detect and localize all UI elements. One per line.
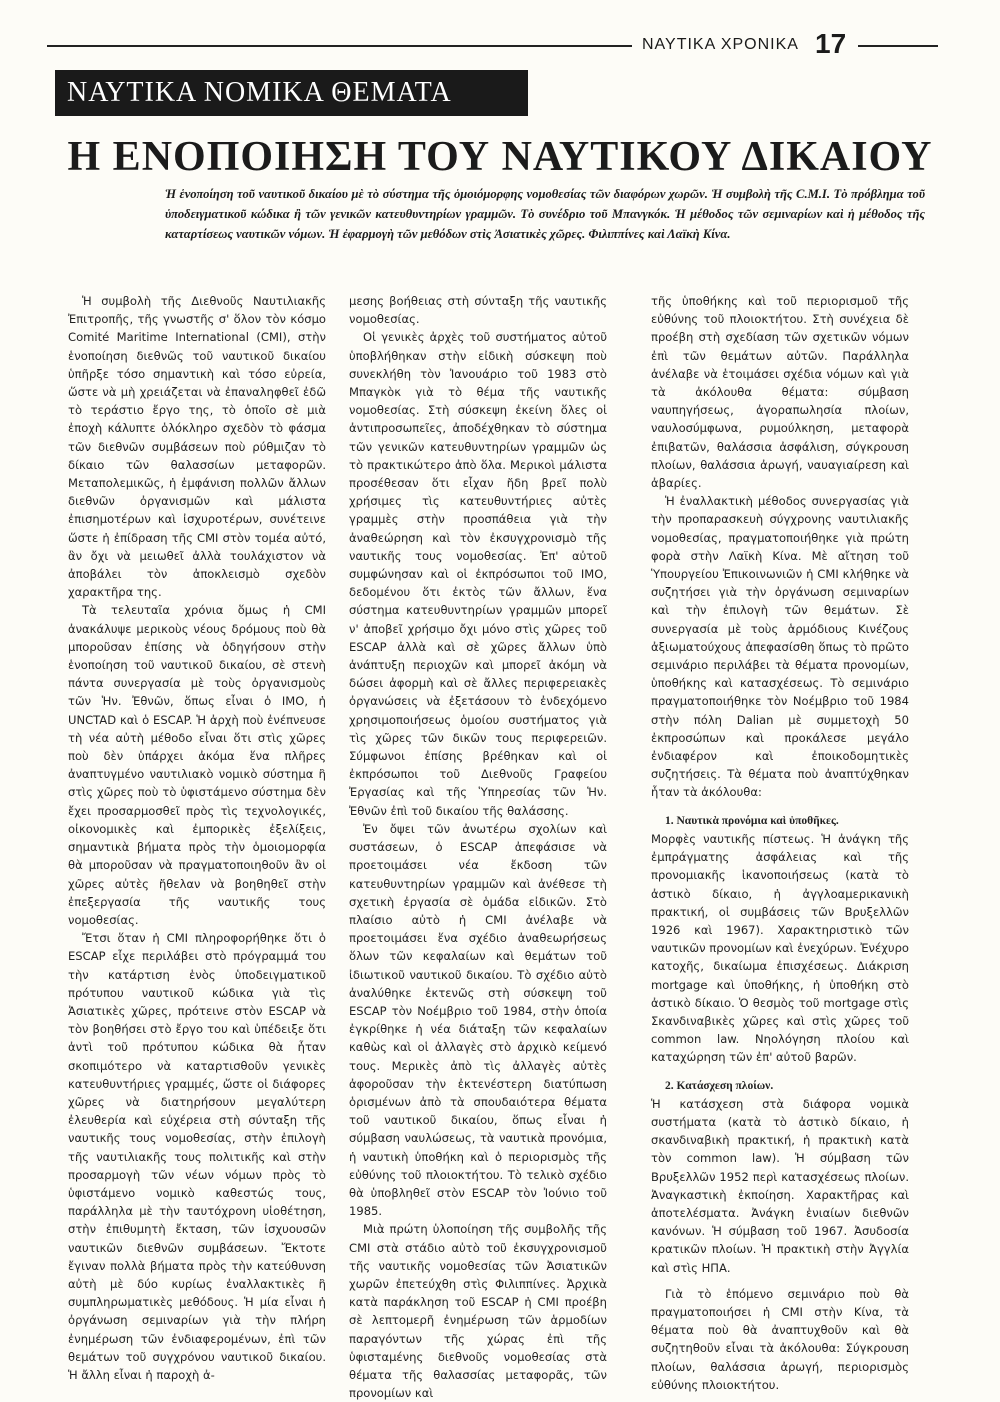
header-rule-left xyxy=(47,45,632,47)
column-1 xyxy=(68,292,326,1384)
paragraph: Τὰ τελευταῖα χρόνια ὅμως ἡ CMI ἀνακάλυψε μερικοὺς νέους δρόμους ποὺ θὰ μποροῦσαν ἐπίσης νὰ ὁδηγήσουν στὴν ἑνοποίηση τοῦ ναυτικοῦ δικαίου, σὲ στενὴ πάντα συνεργασία μὲ τοὺς ὀργανισμοὺς τῶν Ἡν. Ἐθνῶν, ὅπως εἶναι ὁ IMO, ἡ UNCTAD καὶ ὁ ESCAP. Ἡ ἀρχὴ ποὺ ἐνέπνευσε τὴ νέα αὐτὴ μέθοδο εἶναι ὅτι στὶς χῶρες ποὺ δὲν ὑπάρχει ἀκόμα ἕνα πλῆρες ἀναπτυγμένο ναυτιλιακὸ νομικὸ σύστημα ἢ στὶς χῶρες ποὺ τὸ ὑφιστάμενο σύστημα δὲν ἔχει προσαρμοσθεῖ πρὸς τὶς τεχνολογικές, οἰκονομικὲς καὶ ἐμπορικὲς ἐξελίξεις, σημαντικὰ βήματα πρὸς τὴν ὁμοιομορφία θὰ μποροῦσαν νὰ πραγματοποιηθοῦν ἂν οἱ χῶρες αὐτὲς ἤθελαν νὰ βοηθηθεῖ στὴν ἐπεξεργασία τῆς ναυτικῆς τους νομοθεσίας. xyxy=(68,603,326,927)
paragraph: μεσης βοήθειας στὴ σύνταξη τῆς ναυτικῆς νομοθεσίας. xyxy=(349,294,607,327)
paragraph: Γιὰ τὸ ἑπόμενο σεμινάριο ποὺ θὰ πραγματοποιήσει ἡ CMI στὴν Κίνα, τὰ θέματα ποὺ θὰ ἀναπτυχθοῦν καὶ θὰ συζητηθοῦν εἶναι τὰ ἀκόλουθα: Σύγκρουση πλοίων, θαλάσσια ἀρωγή, περιορισμὸς εὐθύνης πλοιοκτήτου. xyxy=(651,1286,909,1392)
paragraph: Ἐν ὄψει τῶν ἀνωτέρω σχολίων καὶ συστάσεων, ὁ ESCAP ἀπεφάσισε νὰ προετοιμάσει νέα ἔκδοση τῶν κατευθυντηρίων γραμμῶν καὶ ἀνέθεσε τὴ σχετικὴ ἐργασία σὲ ὁμάδα εἰδικῶν. Στὸ πλαίσιο αὐτὸ ἡ CMI ἀνέλαβε νὰ προετοιμάσει ἕνα σχέδιο ἀναθεωρήσεως ὅλων τῶν κεφαλαίων καὶ θεμάτων τοῦ ἰδιωτικοῦ ναυτικοῦ δικαίου. Τὸ σχέδιο αὐτὸ ἀναλύθηκε ἐκτενῶς στὴ σύσκεψη τοῦ ESCAP τὸν Νοέμβριο τοῦ 1984, στὴν ὁποία ἐγκρίθηκε ἡ νέα διάταξη τῶν κεφαλαίων καθὼς καὶ οἱ ἀλλαγὲς στὸ ἀρχικὸ κείμενό τους. Μερικὲς ἀπὸ τὶς ἀλλαγὲς αὐτὲς ἀφοροῦσαν τὴν ἐκτενέστερη διατύπωση ὁρισμένων ἀπὸ τὰ σπουδαιότερα θέματα τοῦ ναυτικοῦ δικαίου, ὅπως εἶναι ἡ σύμβαση ναυλώσεως, τὰ ναυτικὰ προνόμια, ἡ ναυτικὴ ὑποθήκη καὶ ὁ περιορισμὸς τῆς εὐθύνης τοῦ πλοιοκτήτου. Τὸ τελικὸ σχέδιο θὰ ὑποβληθεῖ στὸν ESCAP τὸν Ἰούνιο τοῦ 1985. xyxy=(349,821,607,1219)
column-3 xyxy=(651,292,909,1394)
page-number: 17 xyxy=(815,28,847,59)
list-item-text: Μορφὲς ναυτικῆς πίστεως. Ἡ ἀνάγκη τῆς ἐμπράγματης ἀσφάλειας καὶ τῆς προνομιακῆς ἱκανοποιήσεως (κατὰ τὸ ἀστικὸ δίκαιο, ἡ ἀγγλοαμερικανικὴ πρακτική, οἱ συμβάσεις τῶν Βρυξελλῶν 1926 καὶ 1967). Χαρακτηριστικὸ τῶν ναυτικῶν προνομίων καὶ ἐνεχύρων. Ἐνέχυρο κατοχῆς, δικαίωμα ἐπισχέσεως. Διάκριση mortgage καὶ ὑποθήκης, ἡ ὑποθήκη στὸ ἀστικὸ δίκαιο. Ὁ θεσμὸς τοῦ mortgage στὶς Σκανδιναβικὲς χῶρες καὶ στὶς χῶρες τοῦ common law. Νηολόγηση πλοίου καὶ καταχώρηση τῶν ἐπ' αὐτοῦ βαρῶν. xyxy=(651,831,909,1065)
list-item-heading: 1. Ναυτικὰ προνόμια καὶ ὑποθῆκες. xyxy=(665,814,839,827)
paragraph: Ἔτσι ὅταν ἡ CMI πληροφορήθηκε ὅτι ὁ ESCAP εἶχε περιλάβει στὸ πρόγραμμά του τὴν κατάρτιση ἑνὸς ὑποδειγματικοῦ πρότυπου ναυτικοῦ κώδικα γιὰ τὶς Ἀσιατικὲς χῶρες, πρότεινε στὸν ESCAP νὰ τὸν βοηθήσει στὸ ἔργο του καὶ ὑπέδειξε ὅτι ἀντὶ τοῦ πρότυπου κώδικα θὰ ἦταν σκοπιμότερο νὰ καταρτισθοῦν γενικὲς κατευθυντήριες γραμμές, ὥστε οἱ διάφορες χῶρες νὰ διατηρήσουν μεγαλύτερη ἐλευθερία καὶ εὐχέρεια στὴ σύνταξη τῆς ναυτικῆς τους νομοθεσίας, στὴν ἐπιλογὴ τῆς ναυτιλιακῆς τους πολιτικῆς καὶ στὴν προσαρμογὴ τῶν νέων νόμων πρὸς τὸ ὑφιστάμενο νομικὸ καθεστώς τους, παράλληλα μὲ τὴν ταυτόχρονη υἱοθέτηση, στὴν ἐπιθυμητὴ ἔκταση, τῶν ἰσχυουσῶν ναυτικῶν διεθνῶν συμβάσεων. Ἔκτοτε ἔγιναν πολλὰ βήματα πρὸς τὴν κατεύθυνση αὐτὴ μὲ δύο κυρίως ἐναλλακτικὲς ἢ συμπληρωματικὲς μεθόδους. Ἡ μία εἶναι ἡ ὀργάνωση σεμιναρίων γιὰ τὴν πλήρη ἐνημέρωση τῶν ἐνδιαφερομένων, ἐπὶ τῶν θεμάτων τοῦ συγχρόνου ναυτικοῦ δικαίου. Ἡ ἄλλη εἶναι ἡ παροχὴ ἀ- xyxy=(68,931,326,1382)
column-2 xyxy=(349,292,607,1402)
paragraph: Ἡ συμβολὴ τῆς Διεθνοῦς Ναυτιλιακῆς Ἐπιτροπῆς, τῆς γνωστῆς σ' ὅλον τὸν κόσμο Comité Maritime International (CMI), στὴν ἑνοποίηση διεθνῶς τοῦ ναυτικοῦ δικαίου ὑπῆρξε τόσο σημαντικὴ καὶ τόσο εὐρεία, ὥστε νὰ μὴ χρειάζεται νὰ ἐπαναληφθεῖ ἐδῶ τὸ τεράστιο ἔργο της, τὸ ὁποῖο σὲ μιὰ ἐποχὴ κάλυπτε ὁλόκληρο σχεδὸν τὸ φάσμα τῶν διεθνῶν συμβάσεων ποὺ ρύθμιζαν τὸ δίκαιο τῶν θαλασσίων μεταφορῶν. Μεταπολεμικῶς, ἡ ἐμφάνιση πολλῶν ἄλλων διεθνῶν ὀργανισμῶν καὶ μάλιστα ἐπισημοτέρων καὶ ἰσχυροτέρων, συνέτεινε ὥστε ἡ ἐπίδραση τῆς CMI στὸν τομέα αὐτό, ἂν ὄχι νὰ μειωθεῖ ἀλλὰ τουλάχιστον νὰ ἀποβάλει τὸν ἀποκλεισμὸ σχεδὸν χαρακτῆρα της. xyxy=(68,294,326,600)
list-item-text: Ἡ κατάσχεση στὰ διάφορα νομικὰ συστήματα (κατὰ τὸ ἀστικὸ δίκαιο, ἡ σκανδιναβικὴ πρακτική, ἡ πρακτικὴ κατὰ τὸν common law). Ἡ σύμβαση τῶν Βρυξελλῶν 1952 περὶ κατασχέσεως πλοίων. Ἀναγκαστικὴ ἐκποίηση. Χαρακτῆρας καὶ ἀποτελέσματα. Ἀνάγκη ἑνιαίων διεθνῶν κανόνων. Ἡ σύμβαση τοῦ 1967. Ἀσυδοσία κρατικῶν πλοίων. Ἡ πρακτικὴ στὴν Ἀγγλία καὶ στὶς ΗΠΑ. xyxy=(651,1096,909,1275)
article-headline: Η ΕΝΟΠΟΙΗΣΗ ΤΟΥ ΝΑΥΤΙΚΟΥ ΔΙΚΑΙΟΥ xyxy=(67,134,933,180)
article-lead: Ἡ ἑνοποίηση τοῦ ναυτικοῦ δικαίου μὲ τὸ σύστημα τῆς ὁμοιόμορφης νομοθεσίας τῶν διαφόρων χωρῶν. Ἡ συμβολὴ τῆς C.M.I. Τὸ πρόβλημα τοῦ ὑποδειγματικοῦ κώδικα ἢ τῶν γενικῶν κατευθυντηρίων γραμμῶν. Τὸ συνέδριο τοῦ Μπανγκόκ. Ἡ μέθοδος τῶν σεμιναρίων καὶ ἡ μέθοδος τῆς καταρτίσεως ναυτικῶν νόμων. Ἡ ἐφαρμογὴ τῶν μεθόδων στὶς Ἀσιατικὲς χῶρες. Φιλιππίνες καὶ Λαϊκὴ Κίνα. xyxy=(165,187,925,241)
paragraph: τῆς ὑποθήκης καὶ τοῦ περιορισμοῦ τῆς εὐθύνης τοῦ πλοιοκτήτου. Στὴ συνέχεια δὲ προέβη στὴ σχεδίαση τῶν σχετικῶν νόμων ἐπὶ τῶν θεμάτων αὐτῶν. Παράλληλα ἀνέλαβε νὰ ἑτοιμάσει σχέδια νόμων καὶ γιὰ τὰ ἀκόλουθα θέματα: σύμβαση ναυπηγήσεως, ἀγοραπωλησία πλοίων, ναυλοσύμφωνα, ρυμούλκηση, μεταφορὰ ἐπιβατῶν, θαλάσσια ἀσφάλιση, σύγκρουση πλοίων, θαλάσσια ἀρωγή, ναυαγιαίρεση καὶ ἀβαρίες. xyxy=(651,294,909,491)
paragraph: Οἱ γενικὲς ἀρχὲς τοῦ συστήματος αὐτοῦ ὑποβλήθηκαν στὴν εἰδικὴ σύσκεψη ποὺ συνεκλήθη τὸν Ἰανουάριο τοῦ 1983 στὸ Μπαγκὸκ γιὰ τὸ θέμα τῆς ναυτικῆς νομοθεσίας. Στὴ σύσκεψη ἐκείνη ὅλες οἱ ἀντιπροσωπεῖες, ἀποδέχθηκαν τὸ σύστημα τῶν γενικῶν κατευθυντηρίων γραμμῶν ὡς τὸ πρακτικώτερο ἀπὸ ὅλα. Μερικοὶ μάλιστα προσέθεσαν ὅτι εἶχαν ἤδη βρεῖ πολὺ χρήσιμες τὶς κατευθυντήριες αὐτὲς γραμμὲς στὴν προσπάθεια γιὰ τὴν ἀναθεώρηση καὶ τὸν ἐκσυγχρονισμὸ τῆς ναυτικῆς τους νομοθεσίας. Ἐπ' αὐτοῦ συμφώνησαν καὶ οἱ ἐκπρόσωποι τοῦ IMO, δεδομένου ὅτι ἐκτὸς τῶν ἄλλων, ἕνα σύστημα κατευθυντηρίων γραμμῶν μπορεῖ ν' ἀποβεῖ χρήσιμο ὄχι μόνο στὶς χῶρες τοῦ ESCAP ἀλλὰ καὶ σὲ χῶρες ἄλλων ὑπὸ ἀνάπτυξη περιοχῶν καὶ μπορεῖ ἀκόμη νὰ δώσει ἀφορμὴ καὶ σὲ ἄλλες περιφερειακὲς ὀργανώσεις νὰ ἐξετάσουν τὸ ἐνδεχόμενο χρησιμοποιήσεως ὁμοίου συστήματος γιὰ τὶς χῶρες τῶν δικῶν τους περιφερειῶν. Σύμφωνοι ἐπίσης βρέθηκαν καὶ οἱ ἐκπρόσωποι τοῦ Διεθνοῦς Γραφείου Ἐργασίας καὶ τῆς Ὑπηρεσίας τῶν Ἡν. Ἐθνῶν ἐπὶ τοῦ δικαίου τῆς θαλάσσης. xyxy=(349,330,607,818)
magazine-title: ΝΑΥΤΙΚΑ ΧΡΟΝΙΚΑ xyxy=(642,36,799,53)
paragraph: Ἡ ἐναλλακτικὴ μέθοδος συνεργασίας γιὰ τὴν προπαρασκευὴ σύγχρονης ναυτιλιακῆς νομοθεσίας, πραγματοποιήθηκε γιὰ πρώτη φορὰ στὴν Λαϊκὴ Κίνα. Μὲ αἴτηση τοῦ Ὑπουργείου Ἐπικοινωνιῶν ἡ CMI κλήθηκε νὰ συζητήσει γιὰ τὴν ὀργάνωση σεμιναρίων καὶ τὴν ἐπιλογὴ τῶν θεμάτων. Σὲ συνεργασία μὲ τοὺς ἁρμόδιους Κινέζους ἀξιωματούχους ἀπεφασίσθη ὅπως τὸ πρῶτο σεμινάριο περιλάβει τὰ θέματα προνομίων, ὑποθήκης καὶ κατασχέσεως. Τὸ σεμινάριο πραγματοποιήθηκε τὸν Νοέμβριο τοῦ 1984 στὴν πόλη Dalian μὲ συμμετοχὴ 50 ἐκπροσώπων καὶ προκάλεσε μεγάλο ἐνδιαφέρον καὶ ἐποικοδομητικὲς συζητήσεις. Τὰ θέματα ποὺ ἀναπτύχθηκαν ἦταν τὰ ἀκόλουθα: xyxy=(651,494,909,800)
paragraph: Μιὰ πρώτη ὑλοποίηση τῆς συμβολῆς τῆς CMI στὰ στάδιο αὐτὸ τοῦ ἐκσυγχρονισμοῦ τῆς ναυτικῆς νομοθεσίας τῶν Ἀσιατικῶν χωρῶν ἐπετεύχθη στὶς Φιλιππίνες. Ἀρχικὰ κατὰ παράκληση τοῦ ESCAP ἡ CMI προέβη σὲ λεπτομερῆ ἐνημέρωση τῶν ἁρμοδίων παραγόντων τῆς χώρας ἐπὶ τῆς ὑφισταμένης διεθνοῦς νομοθεσίας στὰ θέματα τῆς θαλασσίας μεταφορᾶς, τῶν προνομίων καὶ xyxy=(349,1222,607,1401)
list-item-heading: 2. Κατάσχεση πλοίων. xyxy=(665,1079,774,1092)
section-banner: ΝΑΥΤΙΚΑ ΝΟΜΙΚΑ ΘΕΜΑΤΑ xyxy=(55,70,528,116)
header-rule-right xyxy=(858,45,938,47)
